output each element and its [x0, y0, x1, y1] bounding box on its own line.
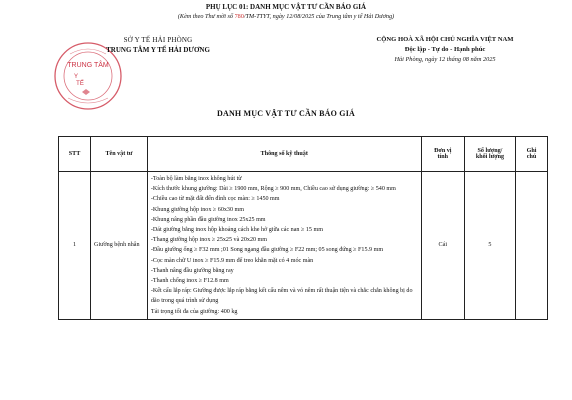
spec-line: -Kết cấu lắp ráp: Giường được lắp ráp bằng kết cấu nêm và vỏ nêm rất thuận tiện và chắc chắn không bị do dão trong quá trình sử dụng — [150, 288, 413, 305]
handwritten-number: 780 — [234, 13, 244, 20]
header-qty-line2: khối lượng — [475, 154, 505, 160]
spec-line: -Cọc màn chữ U inox ≥ F15.9 mm để treo khăn mặt có 4 móc màn — [150, 257, 314, 264]
table-header-row — [59, 137, 548, 172]
cell-stt: 1 — [59, 172, 91, 320]
issuing-organization — [88, 35, 228, 55]
spec-line: -Đầu giường ống ≥ F32 mm ;01 Song ngang đầu giường ≥ F22 mm; 05 song đứng ≥ F15.9 mm — [150, 247, 384, 254]
place-date: Hải Phòng, ngày 12 tháng 08 năm 2025 — [394, 56, 496, 63]
org-name: TRUNG TÂM Y TẾ HẢI DƯƠNG — [106, 46, 210, 54]
stamp-text-top: TRUNG TÂM — [67, 62, 109, 69]
header-spec: Thông số kỹ thuật — [147, 137, 421, 172]
spec-line: -Kích thước khung giường: Dài ≥ 1900 mm, Rộng ≥ 900 mm, Chiều cao sử dụng giường: ≥ 540 mm — [150, 186, 396, 193]
subtitle-prefix: (Kèm theo Thư mời số — [177, 13, 234, 20]
header-unit-line2: tính — [437, 154, 449, 160]
cell-name: Giường bệnh nhân — [91, 172, 148, 320]
spec-line: -Thang giường hộp inox ≥ 25x25 và 20x20 mm — [150, 237, 268, 244]
org-parent: SỞ Y TẾ HẢI PHÒNG — [123, 36, 193, 44]
header-stt: STT — [59, 137, 91, 172]
cell-unit: Cái — [421, 172, 464, 320]
spec-line: -Thanh chống inox ≥ F12.8 mm — [150, 278, 229, 285]
header-qty — [464, 137, 515, 172]
table-row — [59, 172, 548, 320]
header-note — [516, 137, 548, 172]
stamp-text-mid1: Y — [73, 74, 79, 80]
appendix-subtitle — [0, 13, 572, 20]
cell-spec — [147, 172, 421, 320]
header-note-line2: chú — [526, 154, 537, 160]
spec-line: Tải trọng tối đa của giường: 400 kg — [150, 308, 238, 315]
spec-line: -Khung giường hộp inox ≥ 60x30 mm — [150, 206, 245, 213]
header-unit-line1: Đơn vị — [434, 148, 452, 154]
cell-qty: 5 — [464, 172, 515, 320]
cell-note — [516, 172, 548, 320]
spec-line: -Toàn bộ làm bằng inox không hút từ — [150, 176, 242, 182]
spec-line: -Thanh nâng đầu giường bằng ray — [150, 267, 234, 274]
materials-table — [58, 136, 548, 320]
spec-line: -Dát giường bằng inox hộp khoảng cách khe hở giữa các nan ≥ 15 mm — [150, 227, 323, 234]
spec-line: -Chiều cao từ mặt đất đến đỉnh cọc màn: ≥ 1450 mm — [150, 196, 280, 203]
header-note-line1: Ghi — [526, 148, 537, 154]
header-qty-line1: Số lượng/ — [477, 148, 503, 154]
country-name: CỘNG HOÀ XÃ HỘI CHỦ NGHĨA VIỆT NAM — [376, 36, 514, 43]
header-name: Tên vật tư — [91, 137, 148, 172]
national-header — [330, 35, 560, 65]
spec-line: -Khung nâng phần đầu giường inox 25x25 mm — [150, 216, 266, 223]
subtitle-suffix: /TM-TTYT, ngày 12/08/2025 của Trung tâm y tế Hải Dương) — [243, 13, 395, 20]
motto: Độc lập - Tự do - Hạnh phúc — [404, 46, 486, 53]
header-unit — [421, 137, 464, 172]
appendix-title: PHỤ LỤC 01: DANH MỤC VẬT TƯ CẦN BÁO GIÁ — [205, 3, 367, 11]
document-title: DANH MỤC VẬT TƯ CẦN BÁO GIÁ — [216, 109, 355, 118]
stamp-text-mid2: TẾ — [76, 81, 84, 87]
